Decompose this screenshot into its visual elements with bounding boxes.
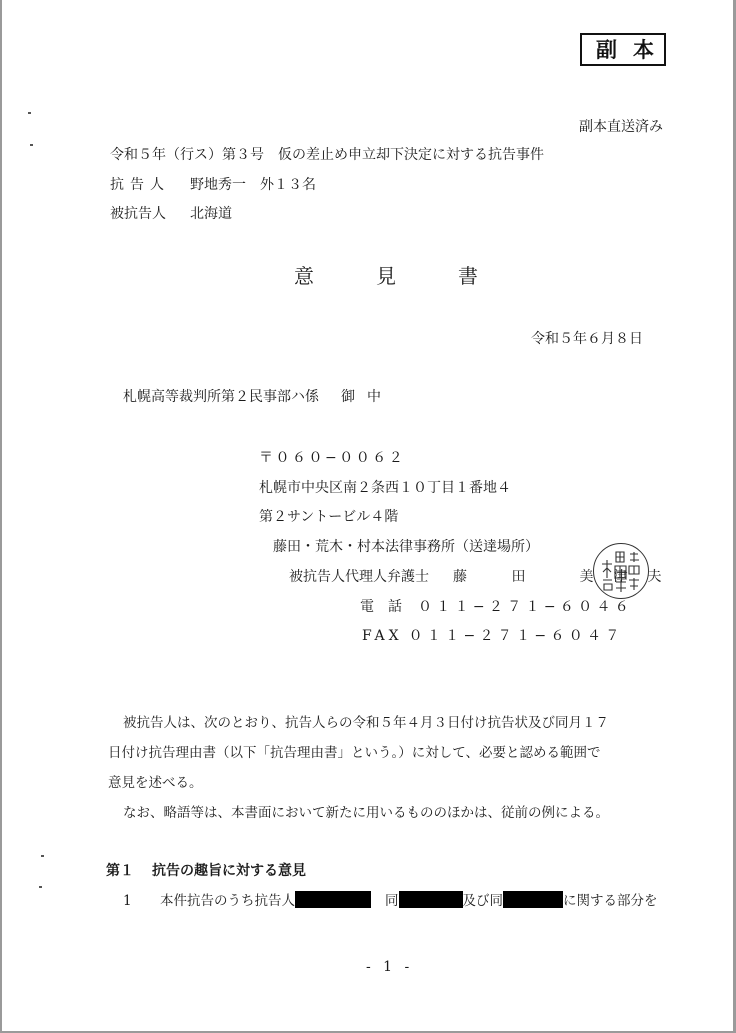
appellee-line	[110, 205, 232, 223]
address-line-1: 札幌市中央区南２条西１０丁目１番地４	[259, 480, 511, 496]
addressee	[123, 388, 393, 406]
section-title: 抗告の趣旨に対する意見	[152, 863, 306, 879]
redaction-bar	[295, 891, 371, 908]
lawyer-name: 藤 田 美津夫	[453, 569, 682, 585]
law-firm: 藤田・荒木・村本法律事務所（送達場所）	[273, 539, 539, 555]
address-line-2: 第２サントービル４階	[259, 509, 399, 525]
section-heading	[106, 862, 306, 880]
postal-code: 〒０６０−００６２	[259, 450, 406, 466]
body-paragraph-1-line-2: 日付け抗告理由書（以下「抗告理由書」という。）に対して、必要と認める範囲で	[108, 745, 601, 761]
title-char: 見	[376, 264, 396, 288]
title-char: 書	[458, 264, 478, 288]
appellee-label: 被抗告人	[110, 206, 166, 222]
redaction-bar	[503, 891, 563, 908]
service-note: 副本直送済み	[579, 119, 663, 135]
tel-label: 電話	[360, 599, 416, 615]
scan-speck	[30, 144, 33, 146]
section-number: 第１	[106, 863, 134, 879]
appellee-name: 北海道	[190, 206, 232, 222]
item-text: 本件抗告のうち抗告人	[160, 893, 295, 909]
case-caption: 令和５年（行ス）第３号 仮の差止め申立却下決定に対する抗告事件	[110, 147, 544, 163]
copy-stamp: 副本	[580, 33, 666, 66]
body-paragraph-1-line-1: 被抗告人は、次のとおり、抗告人らの令和５年４月３日付け抗告状及び同月１７	[123, 715, 609, 731]
document-title	[294, 263, 540, 289]
item-text: に関する部分を	[563, 893, 658, 909]
appellant-line	[110, 176, 316, 194]
body-paragraph-2: なお、略語等は、本書面において新たに用いるもののほかは、従前の例による。	[123, 805, 609, 821]
item-1	[123, 891, 658, 910]
scan-speck	[41, 855, 44, 857]
item-number: 1	[123, 893, 132, 909]
scan-speck	[39, 886, 42, 888]
redaction-bar	[399, 891, 463, 908]
fax-label: FAX	[362, 628, 403, 644]
fax-number: ０１１−２７１−６０４７	[408, 628, 624, 644]
telephone-line	[360, 598, 633, 616]
document-date: 令和５年６月８日	[531, 331, 643, 347]
honorific: 御中	[341, 389, 393, 405]
scan-speck	[28, 112, 31, 114]
lawyer-role: 被抗告人代理人弁護士	[289, 569, 429, 585]
appellant-name: 野地秀一 外１３名	[190, 177, 316, 193]
court-name: 札幌高等裁判所第２民事部ハ係	[123, 389, 319, 405]
tel-number: ０１１−２７１−６０４６	[418, 599, 634, 615]
item-text: 同	[385, 893, 399, 909]
appellant-label: 抗告人	[110, 177, 170, 193]
fax-line	[362, 627, 624, 645]
seal-stamp-icon	[593, 543, 649, 599]
item-text: 及び同	[462, 893, 503, 909]
body-paragraph-1-line-3: 意見を述べる。	[108, 775, 203, 791]
page-number: - 1 -	[366, 959, 414, 975]
title-char: 意	[294, 264, 314, 288]
